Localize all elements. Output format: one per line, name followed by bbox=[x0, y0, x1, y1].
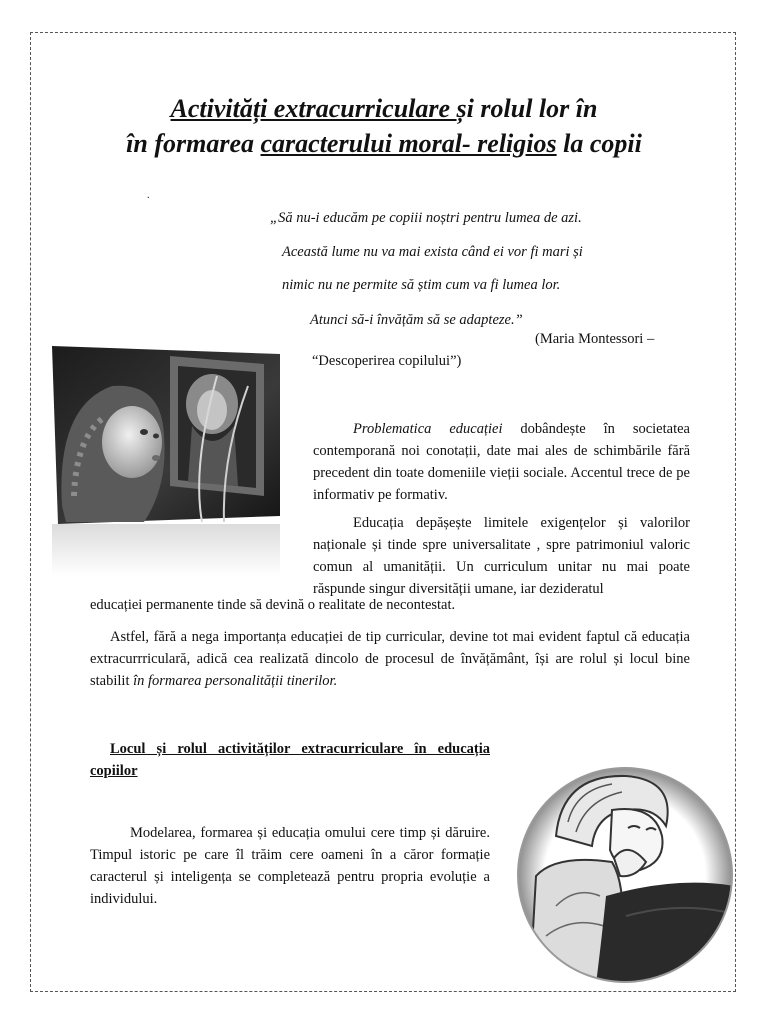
quote-line: „Să nu-i educăm pe copiii noștri pentru lumea de azi. bbox=[270, 210, 582, 226]
quote-attribution: (Maria Montessori – bbox=[535, 331, 655, 347]
quote-line: nimic nu ne permite să știm cum va fi lumea lor. bbox=[282, 277, 561, 293]
paragraph-continued: educației permanente tinde să devină o realitate de necontestat. bbox=[90, 597, 456, 613]
paragraph: Educația depășește limitele exigențelor și valorilor naționale și tinde spre universalitate , spre patrimoniul valoric comun al umanității. Un curriculum unitar nu mai poate răspunde singur diversității umane, iar dezideratul bbox=[313, 515, 690, 597]
quote-attribution: “Descoperirea copilului”) bbox=[312, 353, 462, 369]
quote-line: Această lume nu va mai exista când ei vor fi mari și bbox=[282, 244, 583, 260]
section-heading: Locul și rolul activităților extracurriculare în educația copiilor bbox=[90, 741, 490, 779]
section-paragraph: Modelarea, formarea și educația omului cere timp și dăruire. Timpul istoric pe care îl trăim cere oameni în a căror formație caracterul și inteligența se completează pentru propria evoluție a individului. bbox=[90, 825, 490, 907]
girl-with-icon-photo bbox=[52, 346, 280, 524]
page-title-line1: Activități extracurriculare și rolul lor în bbox=[170, 94, 598, 123]
stray-mark: . bbox=[147, 190, 150, 201]
quote-line: Atunci să-i învățăm să se adapteze.” bbox=[310, 312, 523, 328]
paragraph: Problematica educației dobândește în societatea contemporană noi conotații, date mai ales de schimbările fără precedent din toate domeniile vieții sociale. Accentul trece de pe informativ pe formativ. bbox=[313, 421, 690, 503]
paragraph: Astfel, fără a nega importanța educației de tip curricular, devine tot mai evident faptul că educația extracurrriculară, adică cea realizată dincolo de procesul de învățământ, își are rolul și locul bine stabilit în formarea personalității tinerilor. bbox=[90, 629, 690, 689]
page-title-line2: în formarea caracterului moral- religios la copii bbox=[126, 129, 642, 158]
praying-child-illustration bbox=[516, 766, 734, 984]
